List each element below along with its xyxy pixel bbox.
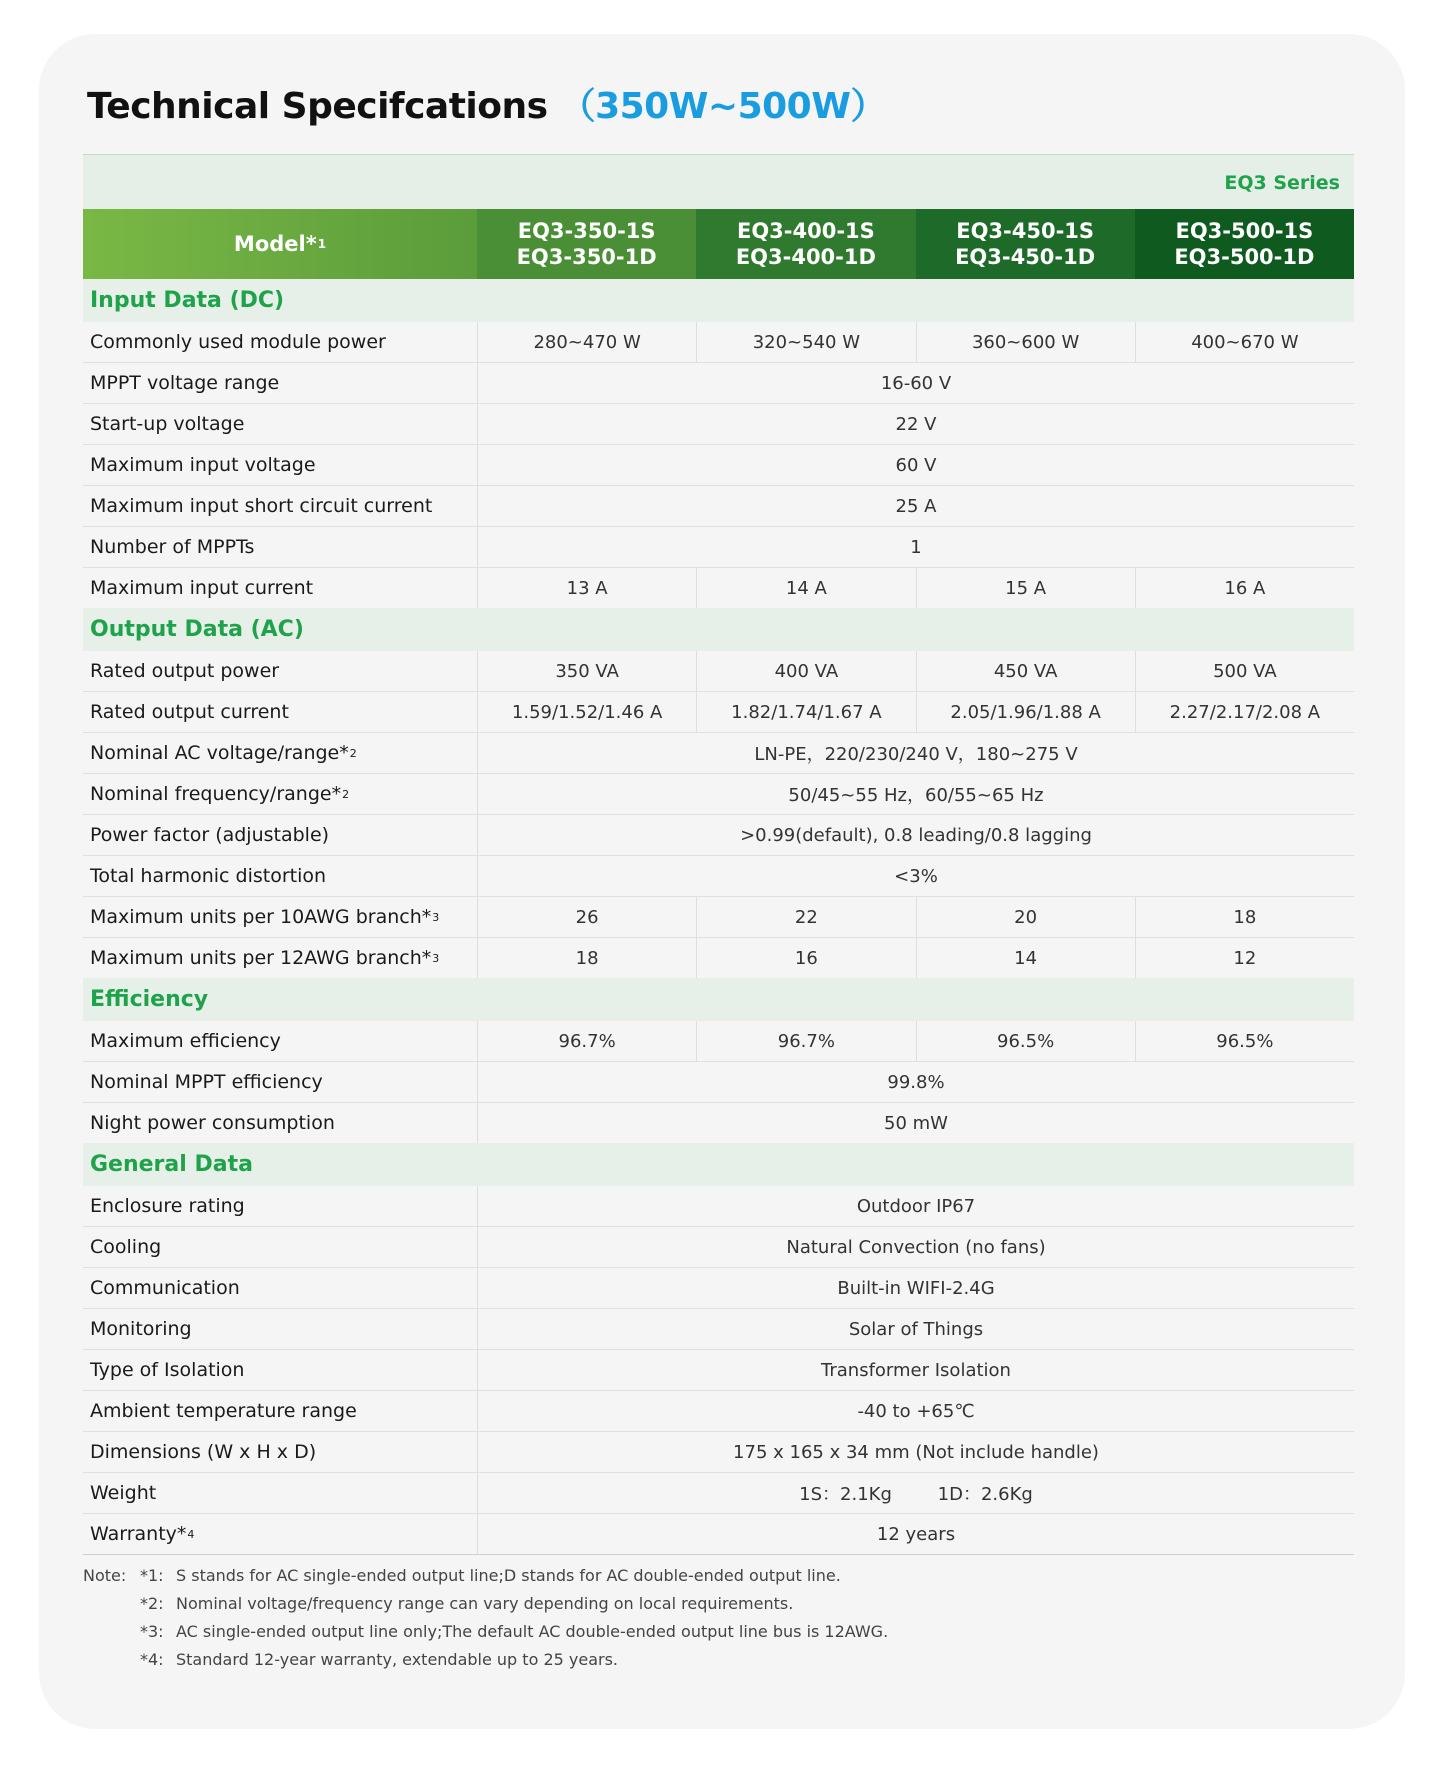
series-bar bbox=[83, 154, 1354, 209]
table-row: Rated output current 1.59/1.52/1.46 A 1.82/1.74/1.67 A 2.05/1.96/1.88 A 2.27/2.17/2.08 A bbox=[83, 691, 1354, 732]
model-col-500: EQ3-500-1S EQ3-500-1D bbox=[1135, 209, 1354, 279]
model-header-row bbox=[83, 209, 1354, 279]
table-row: Maximum efficiency 96.7% 96.7% 96.5% 96.5% bbox=[83, 1021, 1354, 1061]
table-row: Maximum input current 13 A 14 A 15 A 16 A bbox=[83, 567, 1354, 608]
footnote: *4: Standard 12-year warranty, extendable up to 25 years. bbox=[140, 1650, 619, 1669]
footnotes bbox=[83, 1562, 888, 1674]
table-row: Rated output power 350 VA 400 VA 450 VA 500 VA bbox=[83, 651, 1354, 691]
table-row: Night power consumption 50 mW bbox=[83, 1102, 1354, 1143]
title-main: Technical Specifcations bbox=[87, 86, 548, 127]
table-row: Enclosure rating Outdoor IP67 bbox=[83, 1186, 1354, 1226]
spec-table bbox=[83, 154, 1354, 1555]
table-row: Nominal MPPT efficiency 99.8% bbox=[83, 1061, 1354, 1102]
table-row: Communication Built-in WIFI-2.4G bbox=[83, 1267, 1354, 1308]
section-general: General Data bbox=[83, 1143, 1354, 1186]
page-title bbox=[87, 78, 886, 129]
section-output: Output Data (AC) bbox=[83, 608, 1354, 651]
footnote: *2: Nominal voltage/frequency range can vary depending on local requirements. bbox=[140, 1594, 794, 1613]
table-row: Commonly used module power 280~470 W 320~540 W 360~600 W 400~670 W bbox=[83, 322, 1354, 362]
model-col-400: EQ3-400-1S EQ3-400-1D bbox=[696, 209, 915, 279]
table-row: Cooling Natural Convection (no fans) bbox=[83, 1226, 1354, 1267]
footnote: *3: AC single-ended output line only;The default AC double-ended output line bus is 12AWG. bbox=[140, 1622, 889, 1641]
title-range: （350W~500W） bbox=[559, 86, 886, 127]
table-row: Power factor (adjustable) >0.99(default), 0.8 leading/0.8 lagging bbox=[83, 814, 1354, 855]
table-row: Type of Isolation Transformer Isolation bbox=[83, 1349, 1354, 1390]
series-label: EQ3 Series bbox=[1224, 172, 1340, 194]
table-row: Ambient temperature range -40 to +65℃ bbox=[83, 1390, 1354, 1431]
table-row: Maximum input short circuit current 25 A bbox=[83, 485, 1354, 526]
table-row: MPPT voltage range 16-60 V bbox=[83, 362, 1354, 403]
table-row: Number of MPPTs 1 bbox=[83, 526, 1354, 567]
section-input: Input Data (DC) bbox=[83, 279, 1354, 322]
model-col-350: EQ3-350-1S EQ3-350-1D bbox=[477, 209, 696, 279]
table-row: Monitoring Solar of Things bbox=[83, 1308, 1354, 1349]
model-col-450: EQ3-450-1S EQ3-450-1D bbox=[916, 209, 1135, 279]
table-row: Nominal frequency/range* 2 50/45~55 Hz，60/55~65 Hz bbox=[83, 773, 1354, 814]
table-row: Weight 1S：2.1Kg 1D：2.6Kg bbox=[83, 1472, 1354, 1513]
section-efficiency: Efficiency bbox=[83, 978, 1354, 1021]
footnote: Note: *1: S stands for AC single-ended output line;D stands for AC double-ended output line. bbox=[83, 1566, 841, 1585]
table-row: Warranty* 4 12 years bbox=[83, 1513, 1354, 1555]
table-row: Maximum units per 10AWG branch* 3 26 22 20 18 bbox=[83, 896, 1354, 937]
table-row: Maximum units per 12AWG branch* 3 18 16 14 12 bbox=[83, 937, 1354, 978]
table-row: Total harmonic distortion <3% bbox=[83, 855, 1354, 896]
table-row: Dimensions (W x H x D) 175 x 165 x 34 mm (Not include handle) bbox=[83, 1431, 1354, 1472]
table-row: Start-up voltage 22 V bbox=[83, 403, 1354, 444]
model-header-label: Model* 1 bbox=[83, 209, 477, 279]
table-row: Maximum input voltage 60 V bbox=[83, 444, 1354, 485]
table-row: Nominal AC voltage/range* 2 LN-PE，220/230/240 V，180~275 V bbox=[83, 732, 1354, 773]
